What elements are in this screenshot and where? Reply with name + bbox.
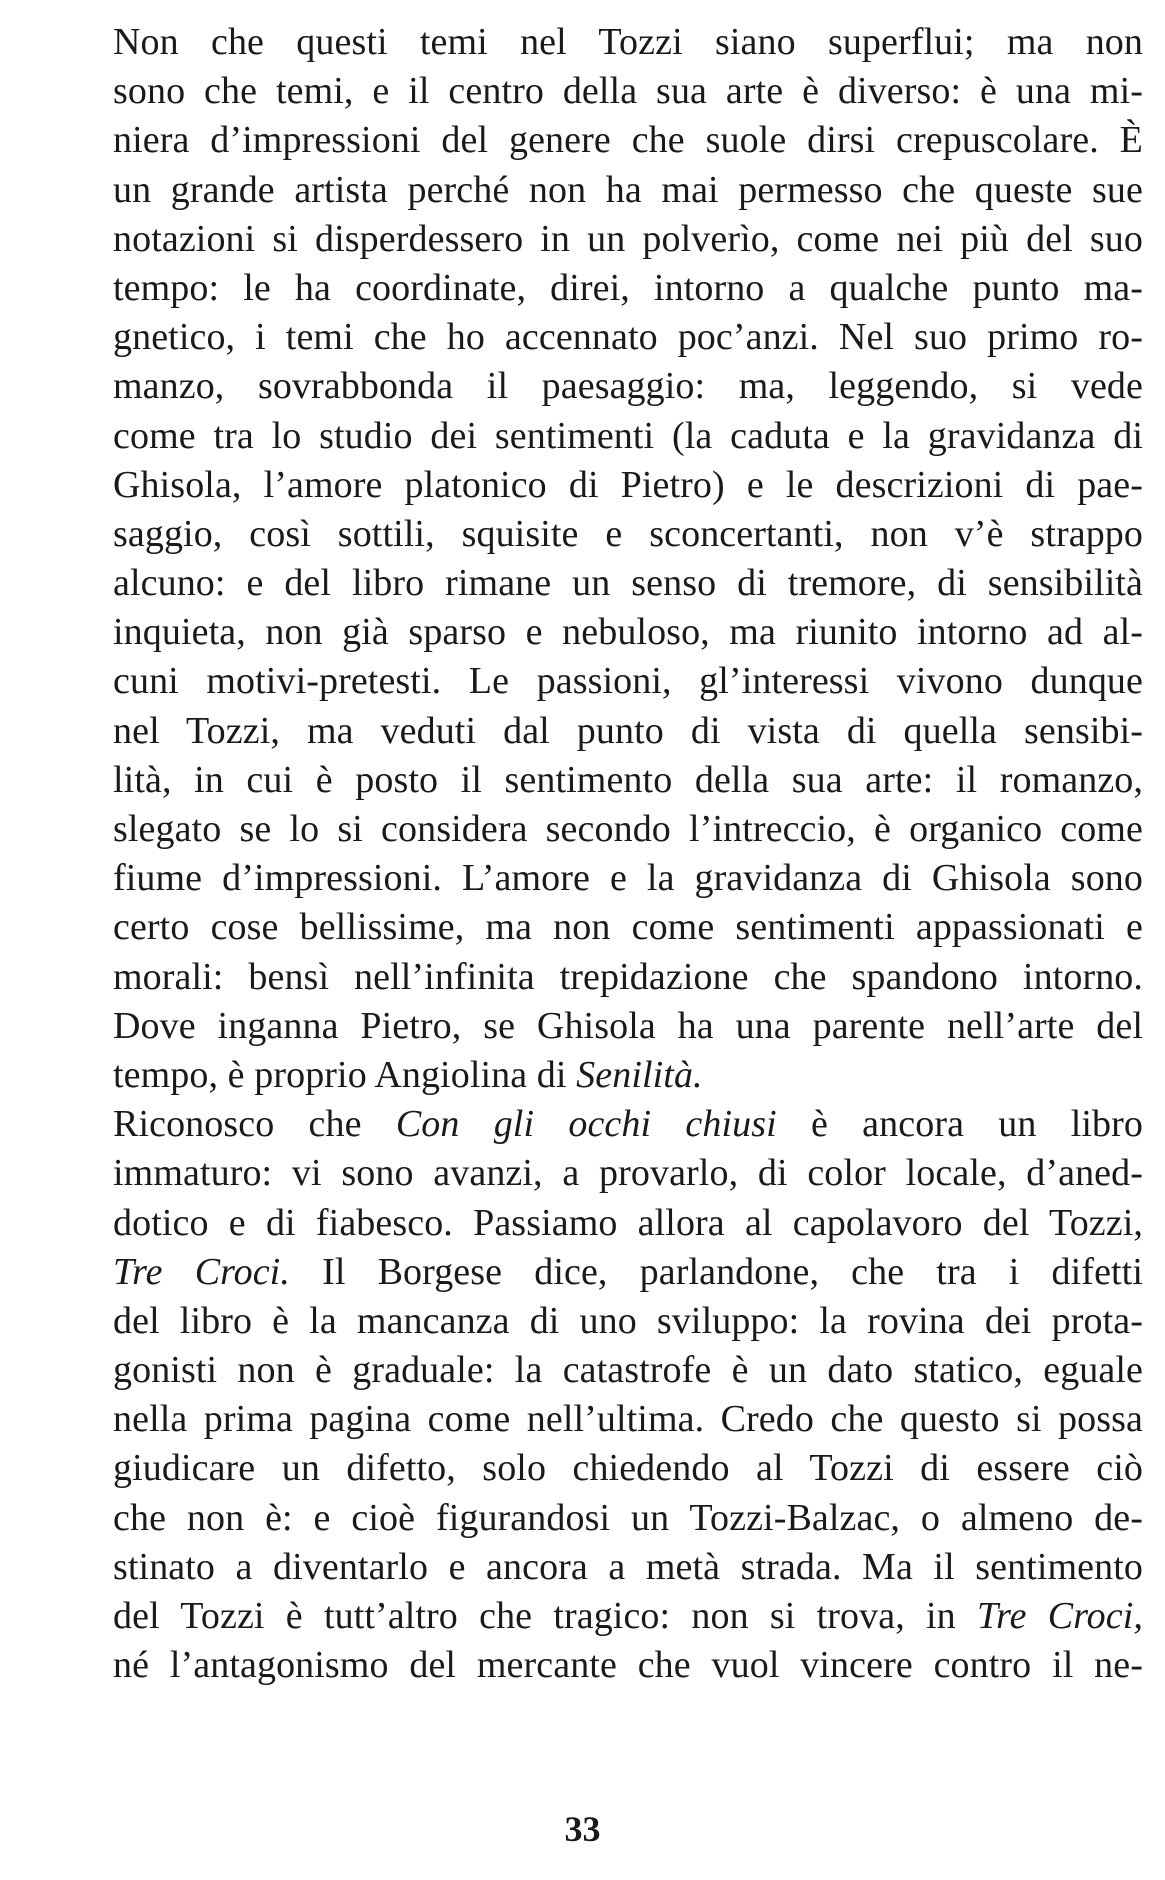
text-line: tempo: le ha coordinate, direi, intorno a qualche punto ma-	[113, 266, 1143, 309]
text-line: Ghisola, l’amore platonico di Pietro) e le descrizioni di pae-	[113, 463, 1143, 506]
text-line: immaturo: vi sono avanzi, a provarlo, di color locale, d’aned-	[113, 1152, 1143, 1195]
text-line-indented	[113, 1100, 1143, 1149]
text-line: certo cose bellissime, ma non come sentimenti appassionati e	[113, 906, 1143, 949]
text-line	[113, 1592, 1143, 1641]
text-line: sono che temi, e il centro della sua arte è diverso: è una mi-	[113, 70, 1143, 113]
book-title-tre-croci: Tre Croci,	[976, 1595, 1143, 1637]
book-title-tre-croci: Tre Croci.	[113, 1250, 290, 1293]
text-line: manzo, sovrabbonda il paesaggio: ma, leggendo, si vede	[113, 365, 1143, 408]
text-line: slegato se lo si considera secondo l’intreccio, è organico come	[113, 808, 1143, 850]
text-line: del libro è la mancanza di uno sviluppo: la rovina dei prota-	[113, 1299, 1143, 1342]
text-line: saggio, così sottili, squisite e sconcertanti, non v’è strappo	[113, 512, 1143, 555]
text-line: gnetico, i temi che ho accennato poc’anzi. Nel suo primo ro-	[113, 316, 1143, 359]
text-line: che non è: e cioè figurandosi un Tozzi-Balzac, o almeno de-	[113, 1496, 1143, 1539]
paragraph-1	[113, 18, 1143, 1100]
text-line: nella prima pagina come nell’ultima. Credo che questo si possa	[113, 1398, 1143, 1441]
paragraph-2	[113, 1100, 1143, 1690]
text-line: lità, in cui è posto il sentimento della sua arte: il romanzo,	[113, 758, 1143, 801]
text-line: Non che questi temi nel Tozzi siano superflui; ma non	[113, 21, 1143, 63]
text-line: stinato a diventarlo e ancora a metà strada. Ma il sentimento	[113, 1545, 1143, 1588]
page-body	[113, 18, 1143, 1690]
book-title-senilita: Senilità.	[576, 1053, 703, 1096]
text-line: un grande artista perché non ha mai permesso che queste sue	[113, 168, 1143, 211]
text-line: morali: bensì nell’infinita trepidazione che spandono intorno.	[113, 955, 1143, 998]
text-line: Dove inganna Pietro, se Ghisola ha una parente nell’arte del	[113, 1004, 1143, 1047]
text-line	[113, 1248, 1143, 1297]
text-line: niera d’impressioni del genere che suole dirsi crepuscolare. È	[113, 119, 1143, 162]
text-line: notazioni si disperdessero in un polverìo, come nei più del suo	[113, 217, 1143, 260]
text-span: Il Borgese dice, parlandone, che tra i difetti	[289, 1250, 1144, 1293]
text-span: del Tozzi è tutt’altro che tragico: non si trova, in	[113, 1595, 977, 1637]
text-line: dotico e di fiabesco. Passiamo allora al capolavoro del Tozzi,	[113, 1201, 1143, 1244]
text-span: è ancora un libro	[776, 1103, 1143, 1146]
text-line: come tra lo studio dei sentimenti (la caduta e la gravidanza di	[113, 414, 1143, 457]
text-line: cuni motivi-pretesti. Le passioni, gl’interessi vivono dunque	[113, 660, 1143, 703]
page-number: 33	[564, 1809, 601, 1849]
book-title-con-gli-occhi-chiusi: Con gli occhi chiusi	[395, 1103, 777, 1146]
text-line: inquieta, non già sparso e nebuloso, ma riunito intorno ad al-	[113, 611, 1143, 654]
text-line: né l’antagonismo del mercante che vuol vincere contro il ne-	[113, 1644, 1143, 1687]
text-line: nel Tozzi, ma veduti dal punto di vista di quella sensibi-	[113, 709, 1143, 752]
text-line: alcuno: e del libro rimane un senso di tremore, di sensibilità	[113, 562, 1143, 605]
text-span: Riconosco che	[113, 1103, 396, 1146]
text-line: fiume d’impressioni. L’amore e la gravidanza di Ghisola sono	[113, 857, 1143, 900]
text-line: gonisti non è graduale: la catastrofe è un dato statico, eguale	[113, 1349, 1143, 1392]
text-line	[113, 1051, 1143, 1100]
text-span: tempo, è proprio Angiolina di	[113, 1053, 577, 1096]
text-line: giudicare un difetto, solo chiedendo al Tozzi di essere ciò	[113, 1447, 1143, 1490]
